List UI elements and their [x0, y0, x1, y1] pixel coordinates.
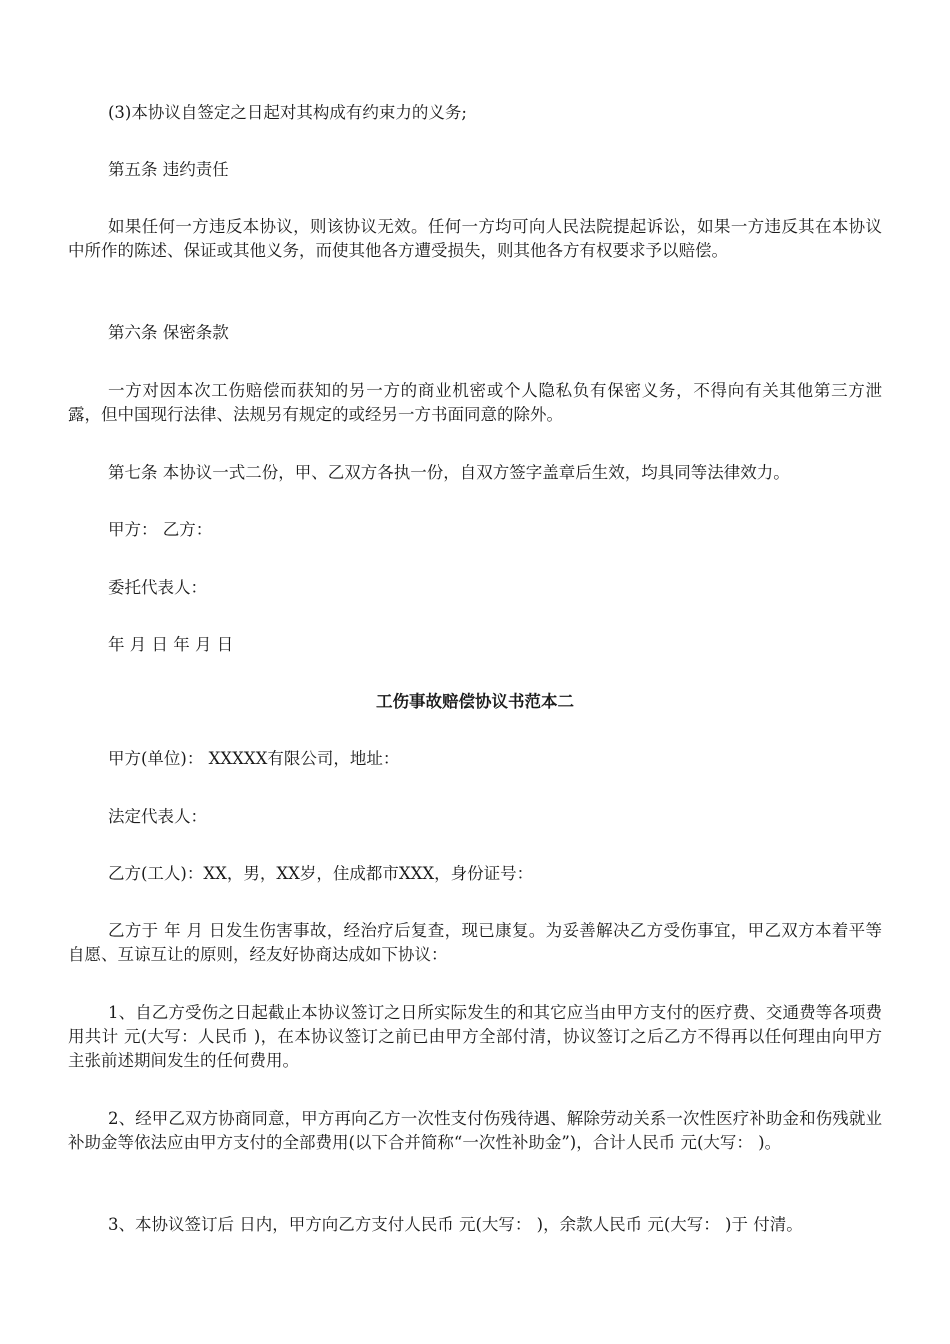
article-6-title: 第六条 保密条款 — [108, 323, 229, 342]
party-b-info: 乙方(工人)：XX，男，XX岁，住成都市XXX，身份证号： — [108, 864, 534, 883]
article-5-body: 如果任何一方违反本协议，则该协议无效。任何一方均可向人民法院提起诉讼，如果一方违反其在本协议中所作的陈述、保证或其他义务，而使其他各方遭受损失，则其他各方有权要求予以赔偿。 — [68, 217, 882, 260]
clause-2: 2、经甲乙双方协商同意，甲方再向乙方一次性支付伤残待遇、解除劳动关系一次性医疗补助金和伤残就业补助金等依法应由甲方支付的全部费用(以下合并简称“一次性补助金”)，合计人民币 元(大写： )。 — [68, 1109, 882, 1152]
preamble: 乙方于 年 月 日发生伤害事故，经治疗后复查，现已康复。为妥善解决乙方受伤事宜，甲乙双方本着平等自愿、互谅互让的原则，经友好协商达成如下协议： — [68, 921, 882, 964]
signature-dates: 年 月 日 年 月 日 — [108, 635, 234, 654]
legal-representative: 法定代表人： — [108, 807, 207, 826]
article-5-title: 第五条 违约责任 — [108, 160, 229, 179]
article-7: 第七条 本协议一式二份，甲、乙双方各执一份，自双方签字盖章后生效，均具同等法律效力。 — [108, 463, 790, 482]
clause-1: 1、自乙方受伤之日起截止本协议签订之日所实际发生的和其它应当由甲方支付的医疗费、交通费等各项费用共计 元(大写：人民币 )，在本协议签订之前已由甲方全部付清，协议签订之后乙方不得再以任何理由向甲方主张前述期间发生的任何费用。 — [68, 1003, 882, 1070]
signature-representative: 委托代表人： — [108, 578, 207, 597]
party-a-info: 甲方(单位)： XXXXX有限公司，地址： — [108, 749, 400, 768]
clause-3: 3、本协议签订后 日内，甲方向乙方支付人民币 元(大写： )，余款人民币 元(大写： )于 付清。 — [108, 1215, 803, 1234]
clause-4-item-3: (3)本协议自签定之日起对其构成有约束力的义务; — [108, 103, 467, 122]
signature-parties: 甲方： 乙方： — [108, 520, 213, 539]
template-two-title: 工伤事故赔偿协议书范本二 — [376, 692, 574, 711]
article-6-body: 一方对因本次工伤赔偿而获知的另一方的商业机密或个人隐私负有保密义务，不得向有关其他第三方泄露，但中国现行法律、法规另有规定的或经另一方书面同意的除外。 — [68, 381, 882, 424]
